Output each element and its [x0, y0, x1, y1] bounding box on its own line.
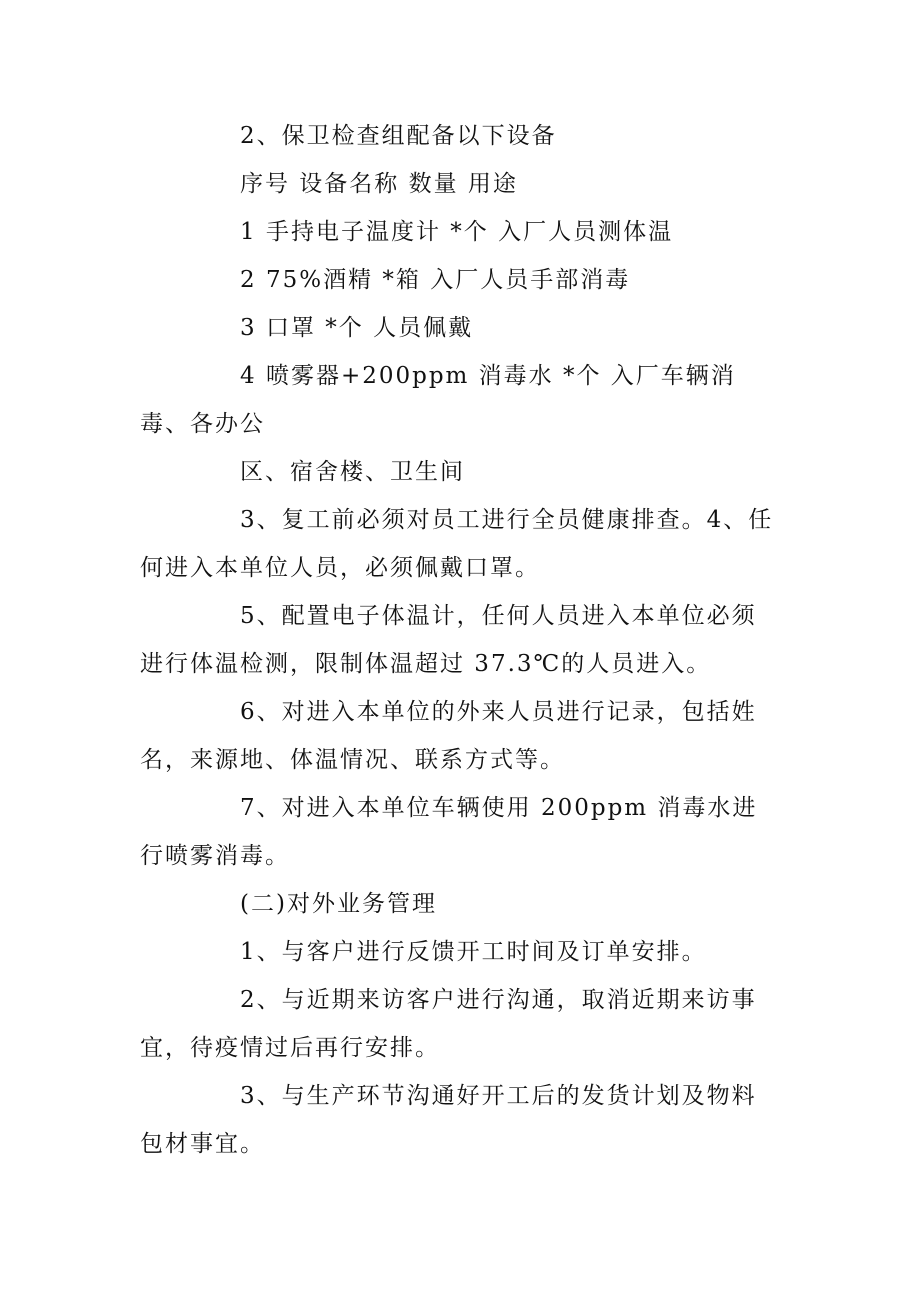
- document-body: [140, 112, 780, 1168]
- paragraph-business-1: 1、与客户进行反馈开工时间及订单安排。: [240, 939, 707, 965]
- paragraph-visitor-record: 6、对进入本单位的外来人员进行记录，包括姓名，来源地、体温情况、联系方式等。: [140, 699, 757, 773]
- equipment-row-2: 2 75%酒精 *箱 入厂人员手部消毒: [240, 267, 631, 293]
- paragraph-vehicle-disinfection: 7、对进入本单位车辆使用 200ppm 消毒水进行喷雾消毒。: [140, 795, 758, 869]
- paragraph-business-3: 3、与生产环节沟通好开工后的发货计划及物料包材事宜。: [140, 1083, 757, 1157]
- paragraph-thermometer: 5、配置电子体温计，任何人员进入本单位必须进行体温检测，限制体温超过 37.3℃的人员进入。: [140, 603, 757, 677]
- equipment-row-4-continued: 区、宿舍楼、卫生间: [240, 459, 465, 485]
- equipment-row-4: 4 喷雾器+200ppm 消毒水 *个 入厂车辆消毒、各办公: [140, 363, 736, 437]
- equipment-table-header: 序号 设备名称 数量 用途: [240, 171, 518, 197]
- heading-equipment: 2、保卫检查组配备以下设备: [240, 123, 557, 149]
- paragraph-business-2: 2、与近期来访客户进行沟通，取消近期来访事宜，待疫情过后再行安排。: [140, 987, 757, 1061]
- paragraph-health-check: 3、复工前必须对员工进行全员健康排查。4、任何进入本单位人员，必须佩戴口罩。: [140, 507, 774, 581]
- section-heading-business: (二)对外业务管理: [240, 891, 437, 917]
- equipment-row-1: 1 手持电子温度计 *个 入厂人员测体温: [240, 219, 674, 245]
- equipment-row-3: 3 口罩 *个 人员佩戴: [240, 315, 474, 341]
